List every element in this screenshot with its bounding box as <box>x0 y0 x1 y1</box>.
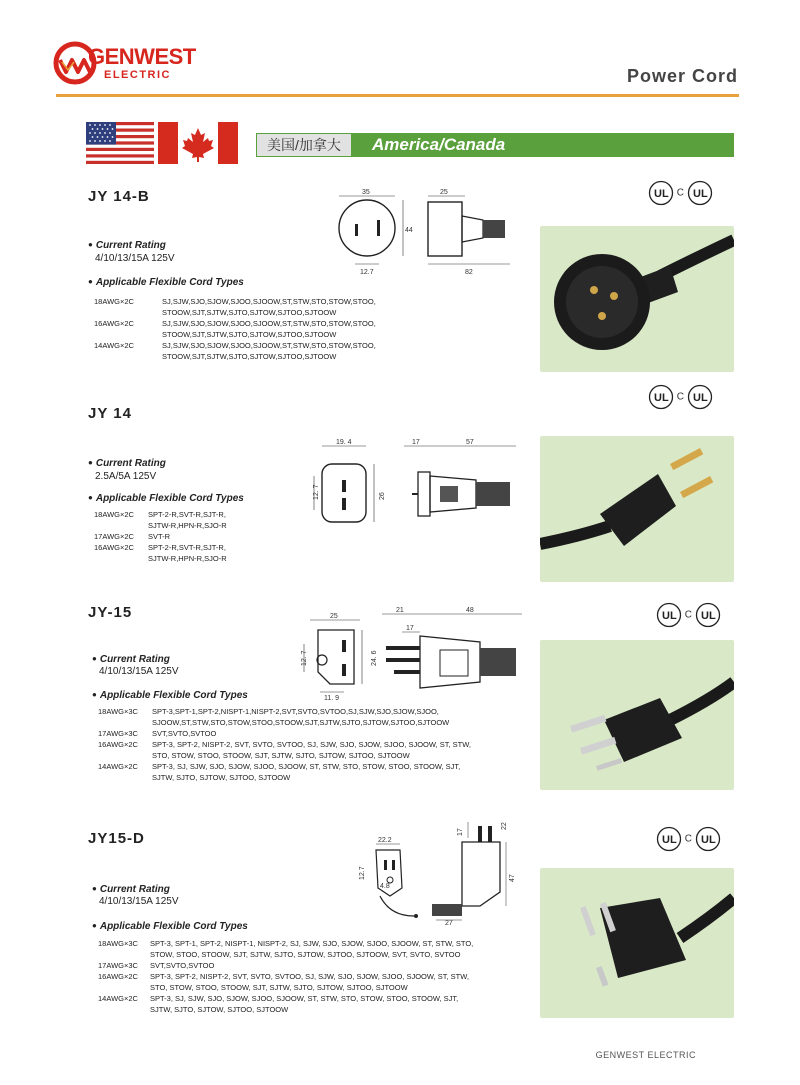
model-title: JY 14 <box>88 405 132 422</box>
dim-label: 44 <box>405 227 413 234</box>
ul-mark-icon <box>656 602 682 628</box>
dim-label: 12. 7 <box>301 650 308 666</box>
dim-label: 24. 6 <box>371 650 378 666</box>
cord-types: SPT-3, SPT-2, NISPT-2, SVT, SVTO, SVTOO, SJ, SJW, SJO, SJOW, SJOO, SJOOW, ST, STW, STO, STOW, STOO, STOOW, SJT, SJTW, SJTO, SJTOW, SJTOO, SJTOOW <box>152 740 471 760</box>
jy15-product-photo <box>540 640 734 790</box>
rating-label: ● Current Rating <box>88 458 166 469</box>
dim-label: 22.2 <box>378 837 392 844</box>
svg-text:UL: UL <box>662 834 677 846</box>
model-title: JY 14-B <box>88 188 150 205</box>
cord-row <box>98 728 471 739</box>
cord-list <box>98 706 471 783</box>
ul-mark-icon <box>695 826 721 852</box>
cord-awg: 16AWG×2C <box>94 543 134 552</box>
ul-mark-icon <box>687 180 713 206</box>
svg-text:UL: UL <box>654 392 669 404</box>
cord-list <box>94 296 376 362</box>
jy15d-dimension-drawing <box>350 816 530 926</box>
dim-label: 27 <box>445 920 453 926</box>
svg-text:UL: UL <box>692 392 708 404</box>
rating-value: 4/10/13/15A 125V <box>95 253 175 264</box>
cord-list <box>98 938 473 1015</box>
brand-sub: ELECTRIC <box>104 69 171 81</box>
ul-mark-icon <box>648 384 674 410</box>
dim-label: 26 <box>379 492 386 500</box>
header-divider <box>56 94 739 97</box>
svg-text:UL: UL <box>662 610 677 622</box>
dim-label: 25 <box>440 189 448 196</box>
cert-separator: C <box>676 391 685 403</box>
cord-row <box>98 993 473 1015</box>
cord-list <box>94 509 227 564</box>
cord-types: SPT-3,SPT-1,SPT-2,NISPT-1,NISPT-2,SVT,SVTO,SVTOO,SJ,SJW,SJO,SJOW,SJOO, SJOOW,ST,STW,STO,STOW,STOO,STOOW,SJT,SJTW,SJTO,SJTOW,SJTOO,SJTOOW <box>152 707 450 727</box>
dim-label: 19. 4 <box>336 439 352 446</box>
cord-types: SPT-3, SJ, SJW, SJO, SJOW, SJOO, SJOOW, ST, STW, STO, STOW, STOO, STOOW, SJT, SJTW, SJTO, SJTOW, SJTOO, SJTOOW <box>150 994 459 1014</box>
ul-mark-icon <box>648 180 674 206</box>
cord-row <box>94 296 376 318</box>
cord-row <box>94 340 376 362</box>
cord-awg: 16AWG×2C <box>98 972 138 981</box>
cord-awg: 14AWG×2C <box>98 994 138 1003</box>
jy15-dimension-drawing <box>290 606 540 702</box>
cord-types: SVT,SVTO,SVTOO <box>150 961 215 970</box>
cord-awg: 17AWG×3C <box>98 961 138 970</box>
page-title: Power Cord <box>626 66 738 86</box>
cert-separator: C <box>684 833 693 845</box>
cord-row <box>94 318 376 340</box>
svg-text:UL: UL <box>654 188 669 200</box>
svg-text:UL: UL <box>692 188 708 200</box>
region-label-cn: 美国/加拿大 <box>256 133 352 157</box>
region-label-en: America/Canada <box>352 133 734 157</box>
cord-types-label: ● Applicable Flexible Cord Types <box>92 921 248 932</box>
cord-types: SJ,SJW,SJO,SJOW,SJOO,SJOOW,ST,STW,STO,STOW,STOO, STOOW,SJT,SJTW,SJTO,SJTOW,SJTOO,SJTOOW <box>162 297 376 317</box>
canada-flag-icon <box>158 122 238 164</box>
cord-row <box>94 542 227 564</box>
cord-awg: 18AWG×2C <box>94 297 134 306</box>
cord-row <box>98 938 473 960</box>
model-title: JY15-D <box>88 830 145 847</box>
cord-types-label: ● Applicable Flexible Cord Types <box>92 690 248 701</box>
dim-label: 17 <box>412 439 420 446</box>
cord-row <box>94 531 227 542</box>
svg-text:UL: UL <box>700 610 716 622</box>
dim-label: 4.8 <box>380 883 390 890</box>
cord-row <box>98 960 473 971</box>
us-flag-icon <box>86 122 154 164</box>
dim-label: 82 <box>465 269 473 276</box>
dim-label: 17 <box>406 625 414 632</box>
cord-types: SJ,SJW,SJO,SJOW,SJOO,SJOOW,ST,STW,STO,STOW,STOO, STOOW,SJT,SJTW,SJTO,SJTOW,SJTOO,SJTOOW <box>162 341 376 361</box>
dim-label: 21 <box>396 607 404 614</box>
dim-label: 12.7 <box>359 866 366 880</box>
jy14-product-photo <box>540 436 734 582</box>
ul-mark-icon <box>656 826 682 852</box>
ul-certification <box>656 602 721 628</box>
dim-label: 25 <box>330 613 338 620</box>
cord-awg: 17AWG×3C <box>98 729 138 738</box>
dim-label: 12. 7 <box>313 484 320 500</box>
ul-mark-icon <box>695 602 721 628</box>
rating-value: 4/10/13/15A 125V <box>99 896 179 907</box>
cord-awg: 17AWG×2C <box>94 532 134 541</box>
cord-types-label: ● Applicable Flexible Cord Types <box>88 493 244 504</box>
cord-row <box>98 706 471 728</box>
rating-label: ● Current Rating <box>92 654 170 665</box>
dim-label: 12.7 <box>360 269 374 276</box>
cord-awg: 18AWG×3C <box>98 939 138 948</box>
jy14b-product-photo <box>540 226 734 372</box>
cord-types: SPT-3, SPT-1, SPT-2, NISPT-1, NISPT-2, SJ, SJW, SJO, SJOW, SJOO, SJOOW, ST, STW, STO, STOW, STOO, STOOW, SJT, SJTW, SJTO, SJTOW, SJTOO, SJTOOW, SVT, SVTO, SVTOO <box>150 939 474 959</box>
cert-separator: C <box>676 187 685 199</box>
cord-types: SVT,SVTO,SVTOO <box>152 729 217 738</box>
model-title: JY-15 <box>88 604 133 621</box>
cord-types: SVT-R <box>148 532 171 541</box>
cord-row <box>98 739 471 761</box>
jy15d-product-photo <box>540 868 734 1018</box>
jy14-dimension-drawing <box>300 436 540 540</box>
cord-awg: 14AWG×2C <box>94 341 134 350</box>
cord-types: SJ,SJW,SJO,SJOW,SJOO,SJOOW,ST,STW,STO,STOW,STOO, STOOW,SJT,SJTW,SJTO,SJTOW,SJTOO,SJTOOW <box>162 319 376 339</box>
dim-label: 35 <box>362 189 370 196</box>
dim-label: 47 <box>509 874 516 882</box>
rating-label: ● Current Rating <box>92 884 170 895</box>
dim-label: 11. 9 <box>324 695 340 702</box>
ul-certification <box>648 180 713 206</box>
cord-types: SPT-2-R,SVT-R,SJT-R, SJTW-R,HPN-R,SJO-R <box>148 543 227 563</box>
cord-awg: 18AWG×2C <box>94 510 134 519</box>
cord-awg: 16AWG×2C <box>94 319 134 328</box>
cord-types: SPT-3, SPT-2, NISPT-2, SVT, SVTO, SVTOO, SJ, SJW, SJO, SJOW, SJOO, SJOOW, ST, STW, STO, STOW, STOO, STOOW, SJT, SJTW, SJTO, SJTOW, SJTOO, SJTOOW <box>150 972 469 992</box>
ul-certification <box>656 826 721 852</box>
cord-types: SPT-2-R,SVT-R,SJT-R, SJTW-R,HPN-R,SJO-R <box>148 510 227 530</box>
jy14b-dimension-drawing <box>325 186 525 278</box>
cord-types-label: ● Applicable Flexible Cord Types <box>88 277 244 288</box>
dim-label: 57 <box>466 439 474 446</box>
ul-mark-icon <box>687 384 713 410</box>
dim-label: 22 <box>501 822 508 830</box>
ul-certification <box>648 384 713 410</box>
cert-separator: C <box>684 609 693 621</box>
cord-types: SPT-3, SJ, SJW, SJO, SJOW, SJOO, SJOOW, ST, STW, STO, STOW, STOO, STOOW, SJT, SJTW, SJTO, SJTOW, SJTOO, SJTOOW <box>152 762 461 782</box>
dim-label: 48 <box>466 607 474 614</box>
cord-awg: 18AWG×3C <box>98 707 138 716</box>
brand-name: GENWEST <box>88 44 196 69</box>
svg-text:UL: UL <box>700 834 716 846</box>
cord-row <box>94 509 227 531</box>
rating-value: 4/10/13/15A 125V <box>99 666 179 677</box>
rating-value: 2.5A/5A 125V <box>95 471 157 482</box>
dim-label: 17 <box>457 828 464 836</box>
rating-label: ● Current Rating <box>88 240 166 251</box>
cord-awg: 14AWG×2C <box>98 762 138 771</box>
footer-text: GENWEST ELECTRIC <box>595 1050 696 1060</box>
cord-row <box>98 971 473 993</box>
cord-awg: 16AWG×2C <box>98 740 138 749</box>
cord-row <box>98 761 471 783</box>
